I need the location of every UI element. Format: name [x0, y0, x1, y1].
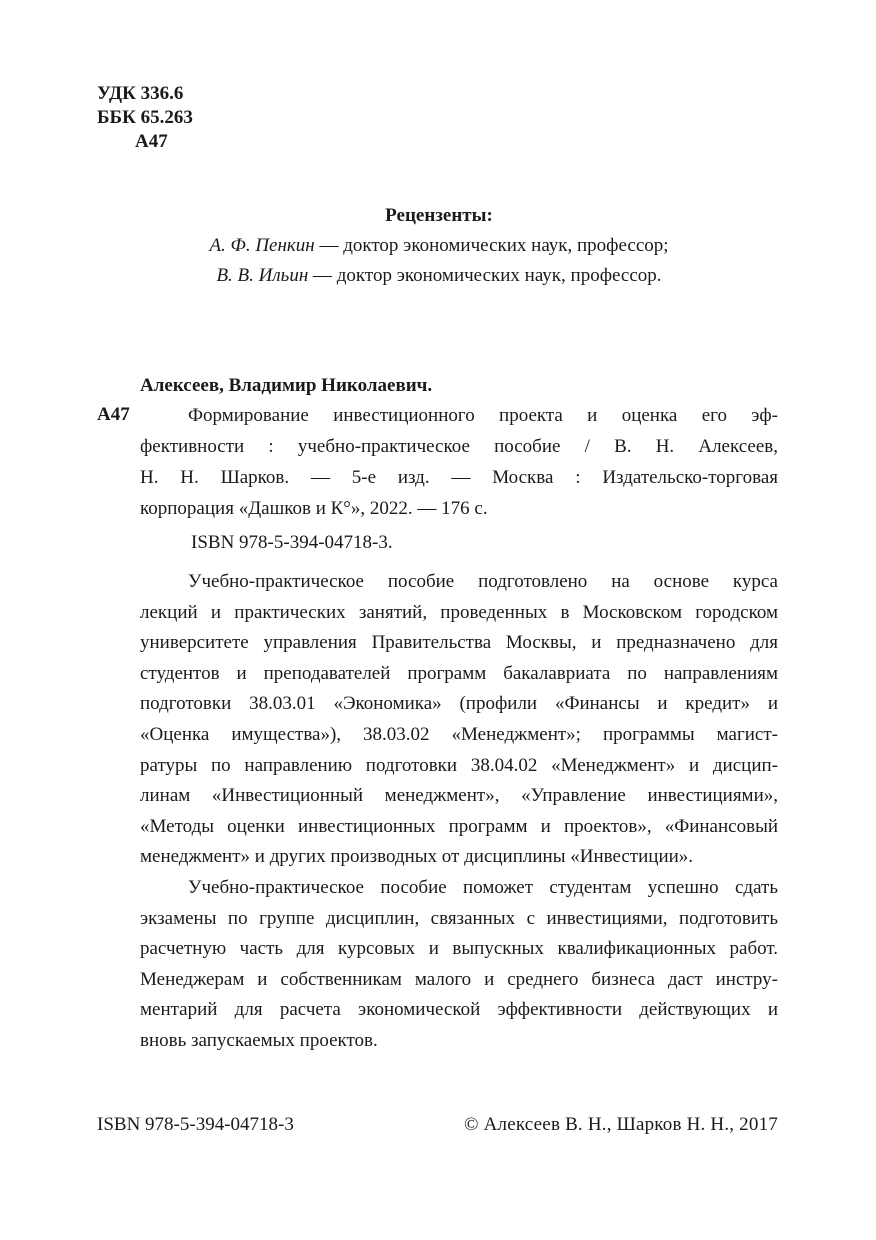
abstract-line: ментарий для расчета экономической эффективности действующих и [140, 999, 778, 1021]
reviewer-1 [140, 231, 738, 261]
abstract-line: линам «Инвестиционный менеджмент», «Управление инвестициями», [140, 785, 778, 807]
biblio-line: фективности : учебно-практическое пособие / В. Н. Алексеев, [140, 436, 778, 457]
reviewers-block [140, 201, 738, 291]
reviewer-1-name: А. Ф. Пенкин [209, 235, 315, 256]
author-mark: А47 [135, 131, 168, 152]
footer-copyright: © Алексеев В. Н., Шарков Н. Н., 2017 [464, 1114, 778, 1135]
abstract-line: Менеджерам и собственникам малого и среднего бизнеса даст инстру- [140, 968, 778, 990]
abstract-line: экзамены по группе дисциплин, связанных с инвестициями, подготовить [140, 907, 778, 929]
biblio-line: Формирование инвестиционного проекта и оценка его эф- [188, 405, 778, 426]
bbk-code: ББК 65.263 [97, 107, 193, 128]
abstract-line: вновь запускаемых проектов. [140, 1029, 378, 1051]
classification-block [97, 82, 193, 154]
abstract-line: менеджмент» и других производных от дисциплины «Инвестиции». [140, 846, 694, 868]
abstract-line: Учебно-практическое пособие подготовлено на основе курса [188, 571, 778, 592]
abstract-line: ратуры по направлению подготовки 38.04.02 «Менеджмент» и дисцип- [140, 754, 778, 776]
abstract-line: «Методы оценки инвестиционных программ и проектов», «Финансовый [140, 815, 778, 837]
abstract-line: университете управления Правительства Москвы, и предназначено для [140, 632, 778, 654]
bibliographic-description [140, 400, 778, 524]
record-code: А47 [97, 404, 130, 425]
reviewers-heading: Рецензенты: [385, 205, 493, 226]
biblio-line: корпорация «Дашков и К°», 2022. — 176 с. [140, 498, 488, 519]
record-author: Алексеев, Владимир Николаевич. [140, 375, 433, 396]
abstract-line: подготовки 38.03.01 «Экономика» (профили «Финансы и кредит» и [140, 693, 778, 715]
abstract-line: «Оценка имущества»), 38.03.02 «Менеджмент»; программы магист- [140, 723, 778, 745]
reviewer-2-role: — доктор экономических наук, профессор. [308, 265, 662, 286]
record-isbn: ISBN 978-5-394-04718-3. [191, 532, 393, 553]
footer-isbn: ISBN 978-5-394-04718-3 [97, 1114, 294, 1135]
biblio-line: Н. Н. Шарков. — 5-е изд. — Москва : Издательско-торговая [140, 467, 778, 488]
abstract-block [140, 567, 778, 1057]
udk-code: УДК 336.6 [97, 83, 184, 104]
abstract-line: лекций и практических занятий, проведенных в Московском городском [140, 601, 778, 623]
reviewer-1-role: — доктор экономических наук, профессор; [314, 235, 669, 256]
abstract-line: расчетную часть для курсовых и выпускных квалификационных работ. [140, 938, 778, 960]
abstract-line: Учебно-практическое пособие поможет студентам успешно сдать [188, 876, 778, 898]
reviewer-2-name: В. В. Ильин [216, 265, 309, 286]
abstract-line: студентов и преподавателей программ бакалавриата по направлениям [140, 662, 778, 684]
reviewer-2 [140, 261, 738, 291]
